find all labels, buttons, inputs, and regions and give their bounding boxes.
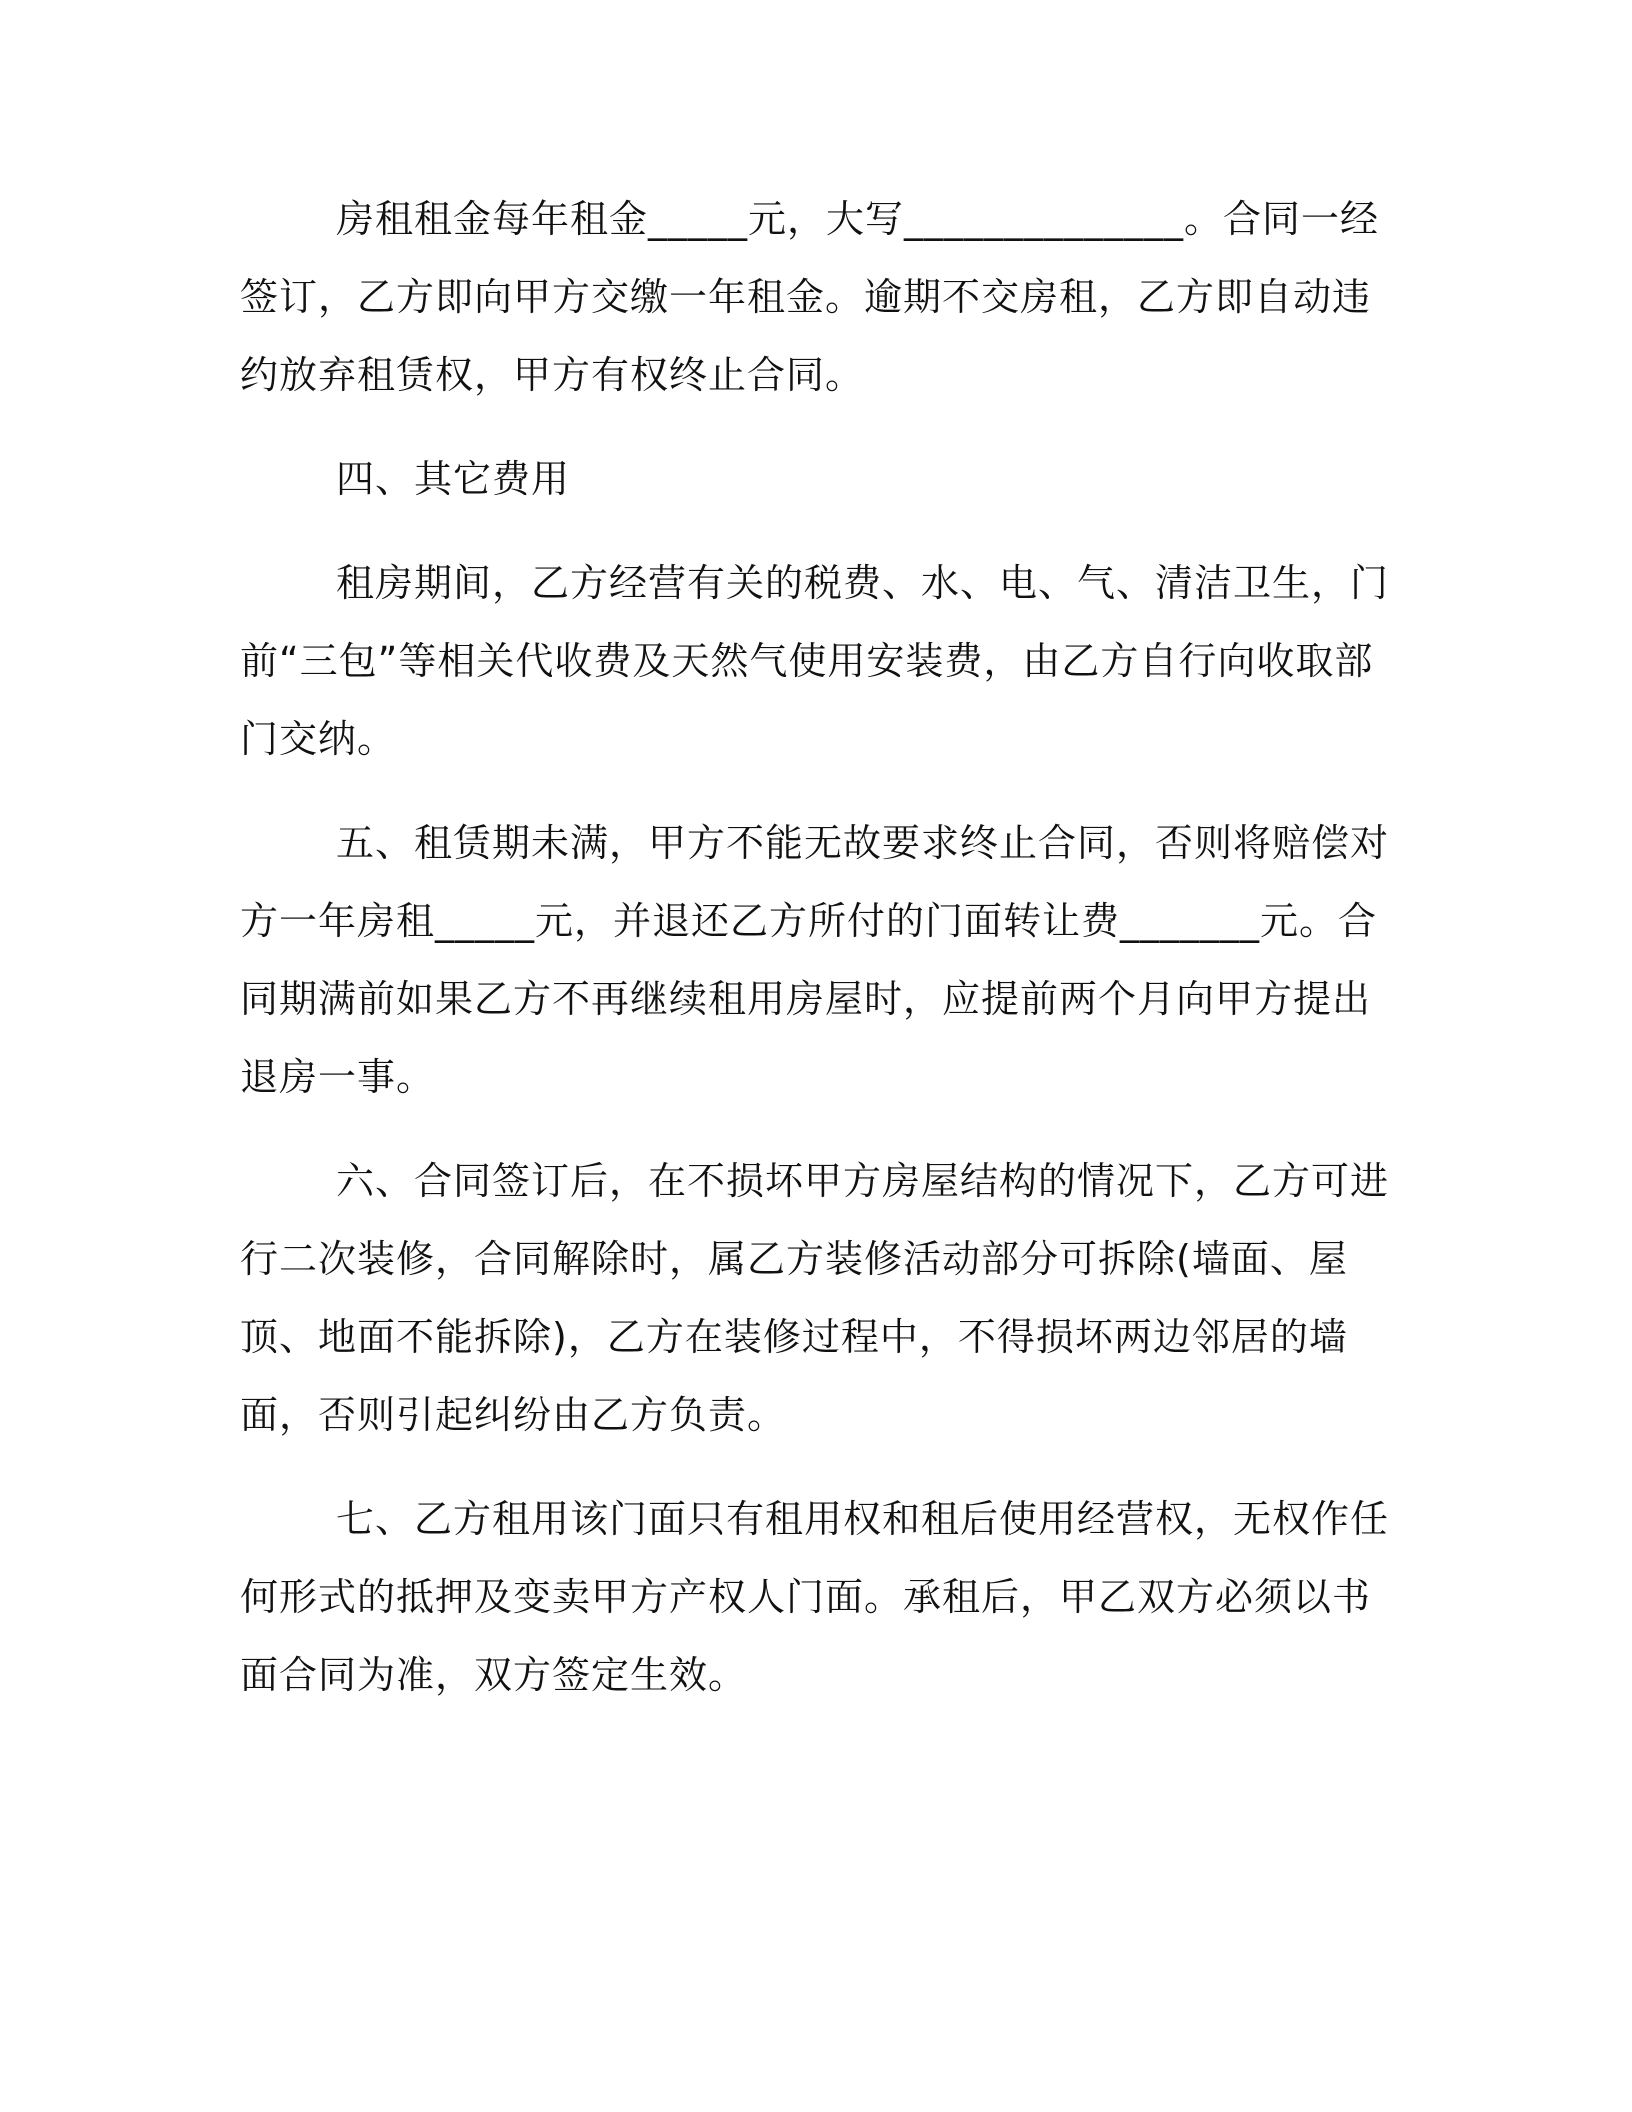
contract-text (240, 180, 1390, 1714)
paragraph-clause-six: 六、合同签订后，在不损坏甲方房屋结构的情况下，乙方可进行二次装修，合同解除时，属乙方装修活动部分可拆除(墙面、屋顶、地面不能拆除)，乙方在装修过程中，不得损坏两边邻居的墙面，否则引起纠纷由乙方负责。 (240, 1159, 1390, 1437)
section-heading-other-fees: 四、其它费用 (336, 457, 571, 501)
paragraph-gap (240, 1454, 1390, 1480)
paragraph-rent-payment: 房租租金每年租金_____元，大写______________。合同一经签订，乙方即向甲方交缴一年租金。逾期不交房租，乙方即自动违约放弃租赁权，甲方有权终止合同。 (240, 197, 1380, 397)
paragraph-clause-five: 五、租赁期未满，甲方不能无故要求终止合同，否则将赔偿对方一年房租_____元，并退还乙方所付的门面转让费_______元。合同期满前如果乙方不再继续租用房屋时，应提前两个月向甲方提出退房一事。 (240, 821, 1390, 1099)
paragraph-other-fees: 租房期间，乙方经营有关的税费、水、电、气、清洁卫生，门前“三包”等相关代收费及天然气使用安装费，由乙方自行向收取部门交纳。 (240, 561, 1390, 761)
paragraph-gap (240, 518, 1390, 544)
paragraph-gap (240, 414, 1390, 440)
paragraph-clause-seven: 七、乙方租用该门面只有租用权和租后使用经营权，无权作任何形式的抵押及变卖甲方产权人门面。承租后，甲乙双方必须以书面合同为准，双方签定生效。 (240, 1497, 1390, 1697)
paragraph-gap (240, 778, 1390, 804)
paragraph-gap (240, 1116, 1390, 1142)
